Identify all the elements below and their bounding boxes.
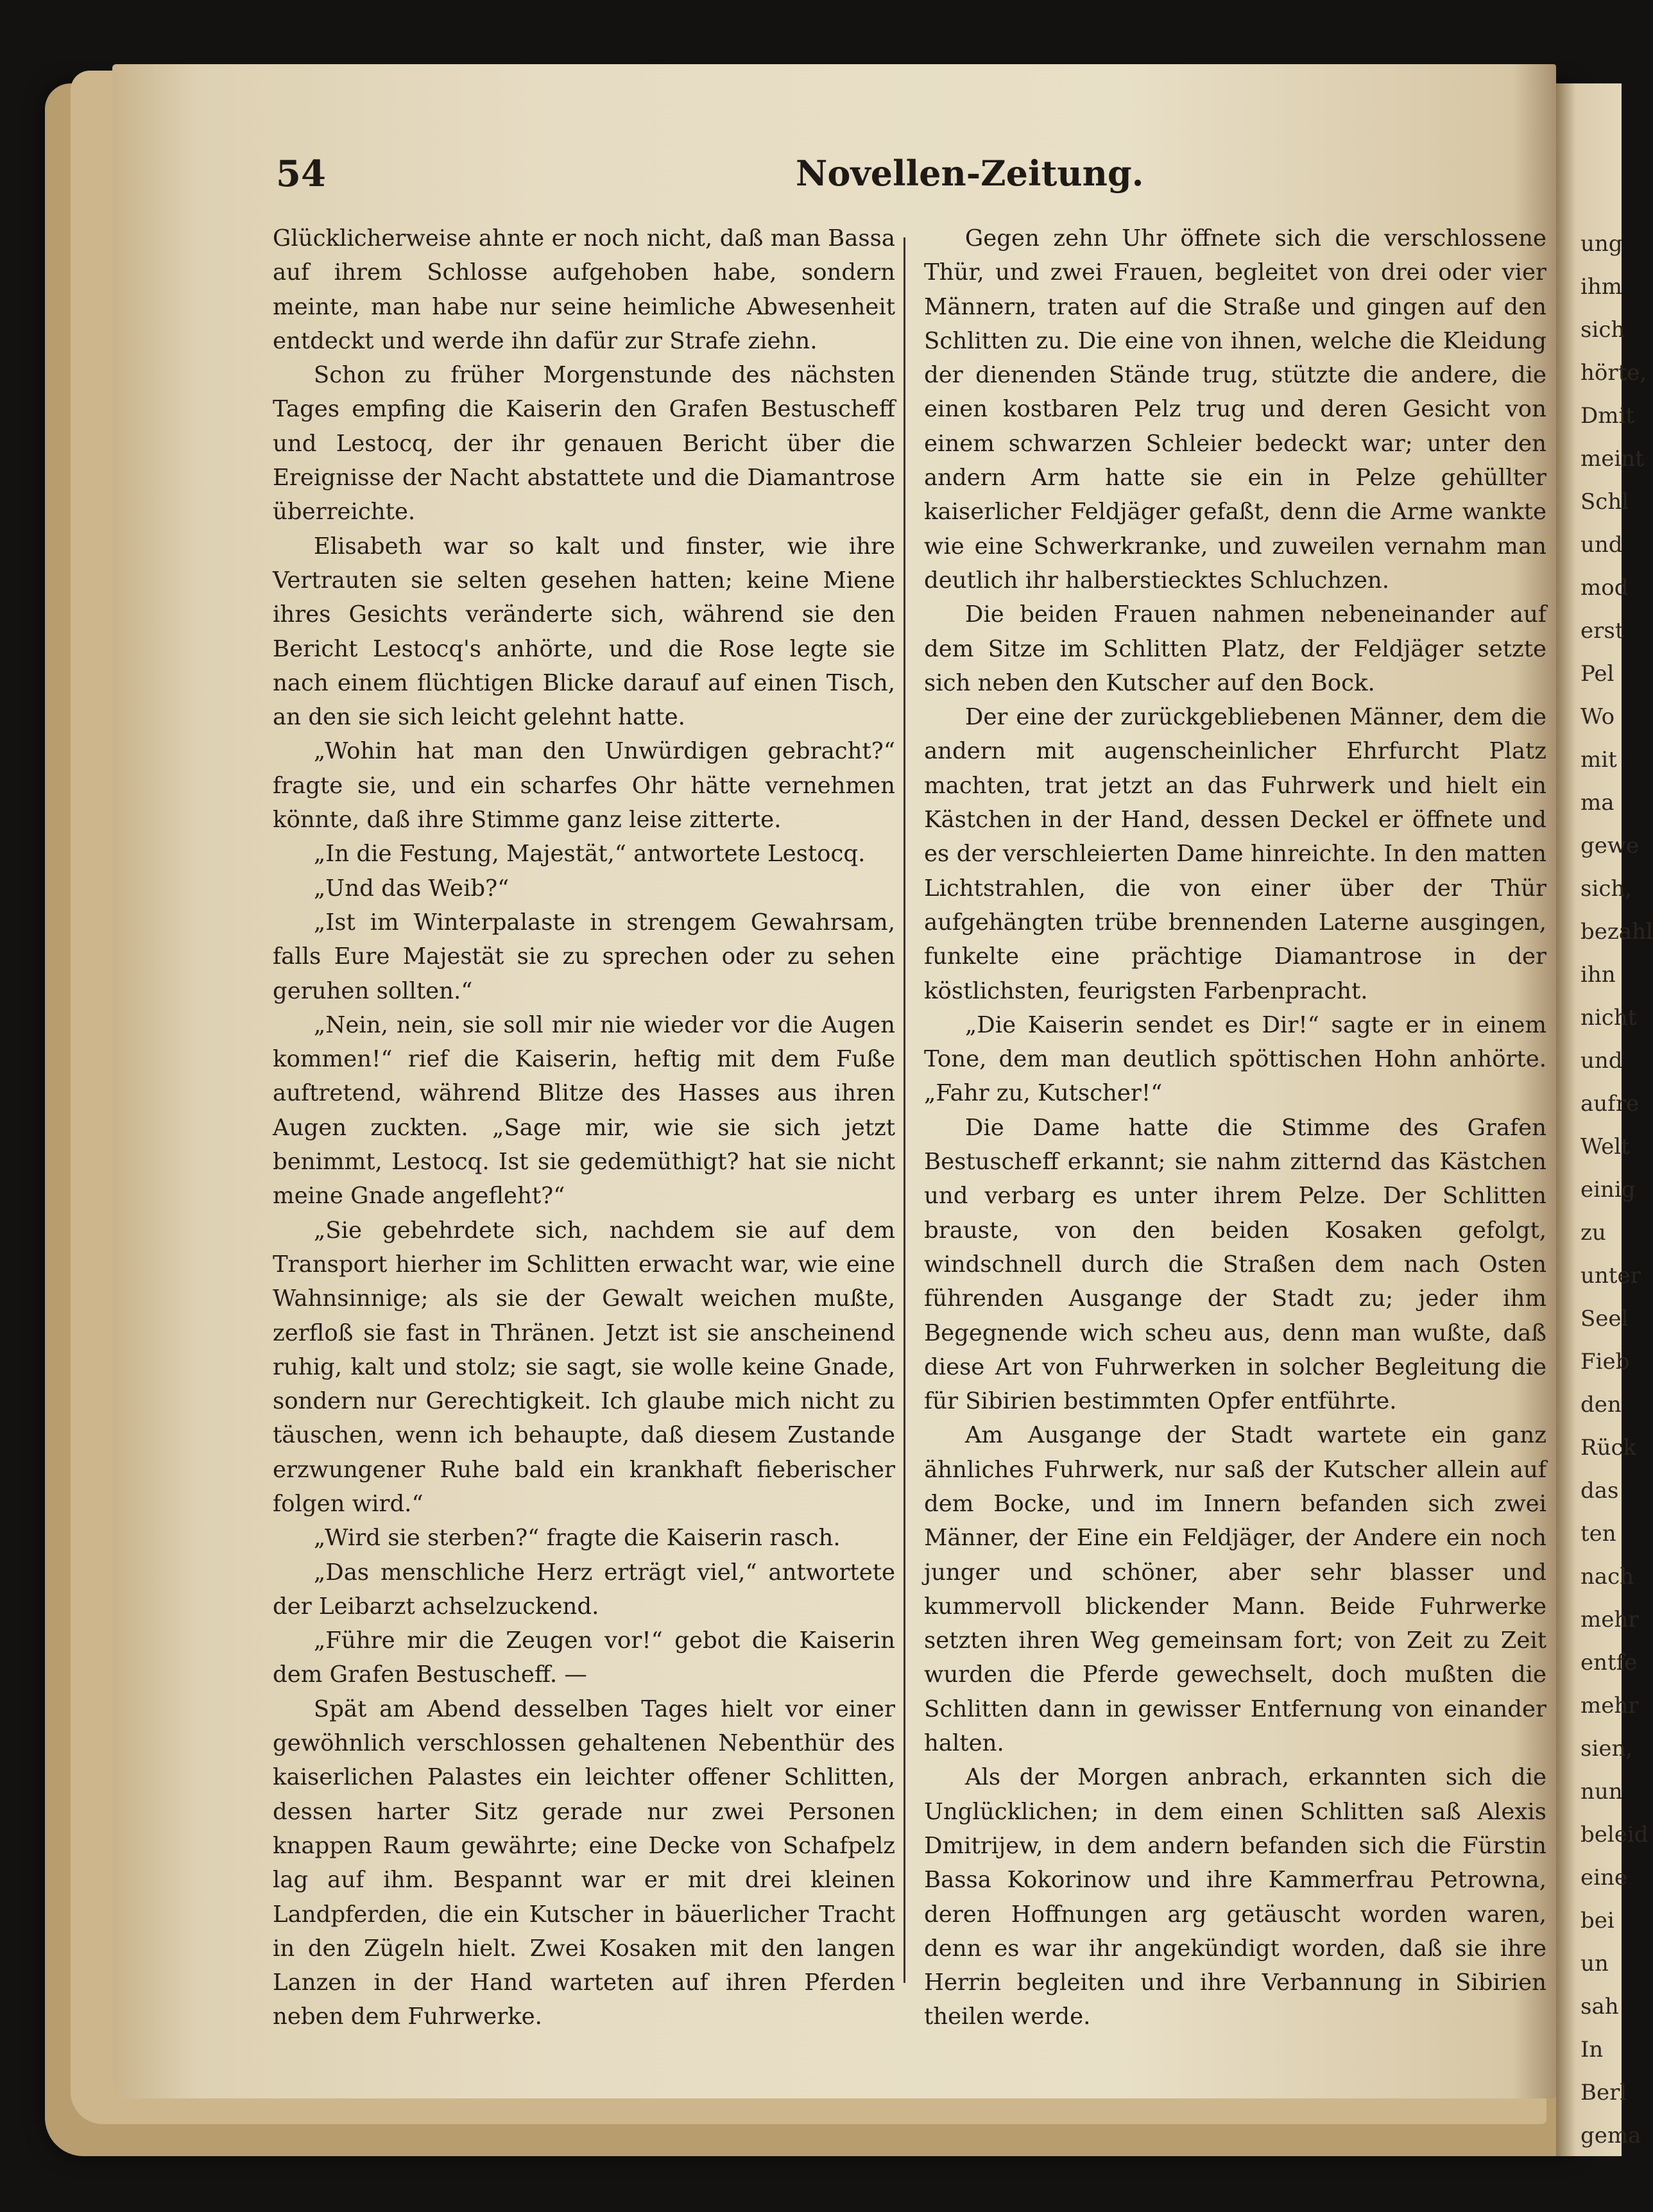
paragraph: „Nein, nein, sie soll mir nie wieder vor die Augen kommen!“ rief die Kaiserin, heftig mit dem Fuße auftretend, während Blitze des Hasses aus ihren Augen zuckten. „Sage mir, wie sie sich jetzt benimmt, Lestocq. Ist sie gedemüthigt? hat sie nicht meine Gnade angefleht?“ — [273, 1011, 895, 1210]
column-divider — [904, 237, 905, 1983]
paragraph: Spät am Abend desselben Tages hielt vor einer gewöhnlich verschlossen gehaltenen Nebenthür des kaiserlichen Palastes ein leichter offener Schlitten, dessen harter Sitz gerade nur zwei Personen knappen Raum gewährte; eine Decke von Schafpelz lag auf ihm. Bespannt war er mit drei kleinen Landpferden, die ein Kutscher in bäuerlicher Tracht in den Zügeln hielt. Zwei Kosaken mit den langen Lanzen in der Hand warteten auf ihren Pferden neben dem Fuhrwerke. — [273, 1695, 895, 2030]
next-page-fragment: mehr — [1580, 1607, 1639, 1633]
paragraph: Am Ausgange der Stadt wartete ein ganz ähnliches Fuhrwerk, nur saß der Kutscher allein auf dem Bocke, und im Innern befanden sich zwei Männer, der Eine ein Feldjäger, der Andere ein noch junger und schöner, aber sehr blasser und kummervoll blickender Mann. Beide Fuhrwerke setzten ihren Weg gemeinsam fort; von Zeit zu Zeit wurden die Pferde gewechselt, doch mußten die Schlitten dann in gewisser Entfernung von einander halten. — [924, 1422, 1546, 1757]
next-page-fragment: ung — [1580, 231, 1623, 257]
next-page-fragment: nun — [1580, 1779, 1623, 1805]
paragraph: „Wohin hat man den Unwürdigen gebracht?“ fragte sie, und ein scharfes Ohr hätte vernehmen könnte, daß ihre Stimme ganz leise zitterte. — [273, 738, 895, 834]
paragraph: Als der Morgen anbrach, erkannten sich die Unglücklichen; in dem einen Schlitten saß Alexis Dmitrijew, in dem andern befanden sich die Fürstin Bassa Kokorinow und ihre Kammerfrau Petrowna, deren Hoffnungen arg getäuscht worden waren, denn es war ihr angekündigt worden, daß sie ihre Herrin begleiten und ihre Verbannung in Sibirien theilen werde. — [924, 1764, 1546, 2030]
right-column — [924, 221, 1546, 2034]
next-page-fragment: bezahl — [1580, 919, 1653, 945]
next-page-fragment: eine — [1580, 1865, 1628, 1890]
next-page-fragment: meint — [1580, 446, 1644, 472]
paragraph: „Ist im Winterpalaste in strengem Gewahrsam, falls Eure Majestät sie zu sprechen oder zu sehen geruhen sollten.“ — [273, 909, 895, 1004]
next-page-fragment: ihm — [1580, 274, 1623, 300]
next-page-fragment: hörte, — [1580, 360, 1647, 386]
next-page-fragment: ihn — [1580, 962, 1616, 988]
next-page-fragment: einig — [1580, 1177, 1636, 1203]
paragraph: Gegen zehn Uhr öffnete sich die verschlossene Thür, und zwei Frauen, begleitet von drei oder vier Männern, traten auf die Straße und gingen auf den Schlitten zu. Die eine von ihnen, welche die Kleidung der dienenden Stände trug, stützte die andere, die einen kostbaren Pelz trug und deren Gesicht von einem schwarzen Schleier bedeckt war; unter den andern Arm hatte sie ein in Pelze gehüllter kaiserlicher Feldjäger gefaßt, denn die Arme wankte wie eine Schwerkranke, und zuweilen vernahm man deutlich ihr halberstiecktes Schluchzen. — [924, 225, 1546, 594]
paragraph: „Sie gebehrdete sich, nachdem sie auf dem Transport hierher im Schlitten erwacht war, wie eine Wahnsinnige; als sie der Gewalt weichen mußte, zerfloß sie fast in Thränen. Jetzt ist sie anscheinend ruhig, kalt und stolz; sie sagt, sie wolle keine Gnade, sondern nur Gerechtigkeit. Ich glaube mich nicht zu täuschen, wenn ich behaupte, daß diesem Zustande erzwungener Ruhe bald ein krankhaft fieberischer folgen wird.“ — [273, 1217, 895, 1517]
next-page-fragment: mit — [1580, 747, 1617, 773]
next-page-fragment: Schl — [1580, 489, 1629, 515]
paragraph: „Die Kaiserin sendet es Dir!“ sagte er in einem Tone, dem man deutlich spöttischen Hohn anhörte. „Fahr zu, Kutscher!“ — [924, 1011, 1546, 1107]
next-page-fragment: mod — [1580, 575, 1629, 601]
next-page-fragment: In — [1580, 2037, 1604, 2062]
next-page-fragment: gewe — [1580, 833, 1640, 859]
next-page-fragment: sich — [1580, 317, 1625, 343]
next-page-fragment: nach — [1580, 1564, 1634, 1590]
next-page-fragment: Wo — [1580, 704, 1615, 730]
next-page-fragment: entfe — [1580, 1650, 1638, 1676]
next-page-fragment: Pel — [1580, 661, 1614, 687]
next-page-fragment: und — [1580, 532, 1623, 558]
next-page-edge — [1556, 83, 1653, 2156]
next-page-fragment: ten — [1580, 1521, 1616, 1547]
paragraph: Die beiden Frauen nahmen nebeneinander auf dem Sitze im Schlitten Platz, der Feldjäger setzte sich neben den Kutscher auf den Bock. — [924, 601, 1546, 696]
next-page-fragment: unter — [1580, 1263, 1641, 1289]
next-page-fragment: Berl — [1580, 2080, 1627, 2105]
next-page-fragment: Rück — [1580, 1435, 1637, 1461]
paragraph: Schon zu früher Morgenstunde des nächsten Tages empfing die Kaiserin den Grafen Bestuscheff und Lestocq, der ihr genauen Bericht über die Ereignisse der Nacht abstattete und die Diamantrose überreichte. — [273, 362, 895, 526]
next-page-fragment: Dmit — [1580, 403, 1635, 429]
next-page-fragment: sah — [1580, 1994, 1619, 2019]
next-page-fragment: gema — [1580, 2123, 1641, 2148]
paragraph: Die Dame hatte die Stimme des Grafen Bestuscheff erkannt; sie nahm zitternd das Kästchen und verbarg es unter ihrem Pelze. Der Schlitten brauste, von den beiden Kosaken gefolgt, windschnell durch die Straßen dem nach Osten führenden Ausgange der Stadt zu; jeder ihm Begegnende wich scheu aus, denn man wußte, daß diese Art von Fuhrwerken in solcher Begleitung die für Sibirien bestimmten Opfer entführte. — [924, 1114, 1546, 1415]
next-page-fragment: das — [1580, 1478, 1619, 1504]
next-page-fragment: und — [1580, 1048, 1623, 1074]
next-page-fragment: sien, — [1580, 1736, 1633, 1762]
next-page-fragment: Welt — [1580, 1134, 1630, 1160]
next-page-fragment: bei — [1580, 1908, 1614, 1933]
paragraph: „In die Festung, Majestät,“ antwortete Lestocq. — [313, 841, 866, 868]
next-page-fragment: zu — [1580, 1220, 1606, 1246]
next-page-fragment: nicht — [1580, 1005, 1637, 1031]
next-page-fragment: mehr — [1580, 1693, 1639, 1719]
next-page-fragment: ma — [1580, 790, 1614, 816]
paragraph: Elisabeth war so kalt und finster, wie ihre Vertrauten sie selten gesehen hatten; keine Miene ihres Gesichts veränderte sich, während sie den Bericht Lestocq's anhörte, und die Rose legte sie nach einem flüchtigen Blicke darauf auf einen Tisch, an den sie sich leicht gelehnt hatte. — [273, 533, 895, 731]
next-page-fragment: erst — [1580, 618, 1624, 644]
paragraph: Der eine der zurückgebliebenen Männer, dem die andern mit augenscheinlicher Ehrfurcht Platz machten, trat jetzt an das Fuhrwerk und hielt ein Kästchen in der Hand, dessen Deckel er öffnete und es der verschleierten Dame hinreichte. In den matten Lichtstrahlen, die von einer über der Thür aufgehängten trübe brennenden Laterne ausgingen, funkelte eine prächtige Diamantrose in der köstlichsten, feurigsten Farbenpracht. — [924, 704, 1546, 1004]
paragraph: „Führe mir die Zeugen vor!“ gebot die Kaiserin dem Grafen Bestuscheff. — — [273, 1627, 895, 1688]
next-page-fragment: Seel — [1580, 1306, 1629, 1332]
paragraph: „Wird sie sterben?“ fragte die Kaiserin rasch. — [313, 1525, 841, 1552]
paragraph: „Und das Weib?“ — [313, 875, 510, 902]
running-head: Novellen-Zeitung. — [796, 153, 1144, 194]
page-number: 54 — [276, 153, 326, 195]
paragraph: „Das menschliche Herz erträgt viel,“ antwortete der Leibarzt achselzuckend. — [273, 1559, 895, 1620]
next-page-fragment: den — [1580, 1392, 1622, 1418]
next-page-fragment: beleid — [1580, 1822, 1649, 1848]
left-column — [273, 221, 895, 2034]
next-page-fragment: Fieb — [1580, 1349, 1630, 1375]
paragraph: Glücklicherweise ahnte er noch nicht, daß man Bassa auf ihrem Schlosse aufgehoben habe, sondern meinte, man habe nur seine heimliche Abwesenheit entdeckt und werde ihn dafür zur Strafe ziehn. — [273, 225, 895, 354]
next-page-fragment: un — [1580, 1951, 1609, 1976]
next-page-fragment: sich, — [1580, 876, 1632, 902]
next-page-fragment: aufre — [1580, 1091, 1640, 1117]
